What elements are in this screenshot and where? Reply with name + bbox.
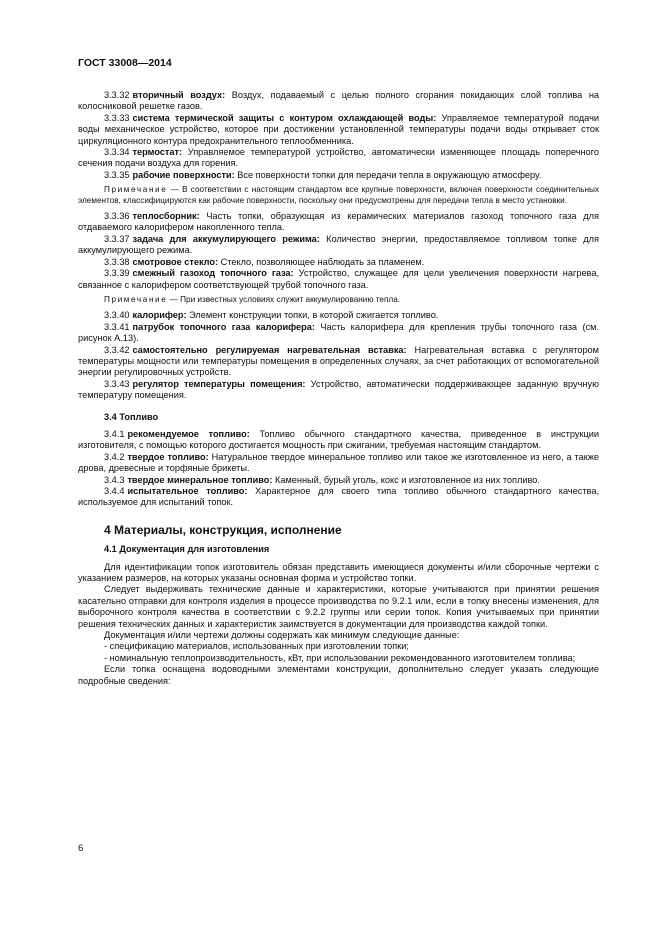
definition-text: Часть топки, образующая из керамических материалов газоход топочного газа для отдаваемого калорифером накопленного тепла.: [78, 211, 599, 233]
definition-item: [78, 345, 599, 379]
defined-term: задача для аккумулирующего режима:: [132, 233, 320, 244]
defined-term: теплосборник:: [132, 211, 200, 222]
definition-text: Каменный, бурый уголь, кокс и изготовленное из них топливо.: [274, 474, 540, 485]
defined-term: самостоятельно регулируемая нагревательная вставка:: [132, 344, 407, 355]
definition-item: [78, 113, 599, 147]
definition-text: Натуральное твердое минеральное топливо или такое же изготовленное из него, а также дрова, древесные и торфяные брикеты.: [78, 451, 599, 474]
section-4-1-heading: 4.1 Документация для изготовления: [104, 544, 270, 555]
definition-item: [78, 170, 599, 181]
definition-item: [78, 310, 599, 321]
definition-item: [78, 475, 599, 486]
definition-text: Характерное для своего типа топливо обычного стандартного качества, используемое для испытаний топок.: [78, 486, 599, 508]
note-label: Примечание: [104, 294, 168, 304]
paragraph: Документация и/или чертежи должны содержать как минимум следующие данные:: [104, 630, 460, 641]
definition-item: [78, 486, 599, 509]
clause-number: 3.3.37: [104, 233, 130, 244]
defined-term: регулятор температуры помещения:: [132, 378, 306, 389]
defined-term: патрубок топочного газа калорифера:: [132, 321, 315, 332]
defined-term: рабочие поверхности:: [132, 169, 235, 180]
defined-term: смежный газоход топочного газа:: [132, 268, 294, 279]
definition-item: [78, 322, 599, 345]
note-1: [78, 185, 599, 206]
clause-number: 3.4.1: [104, 428, 125, 439]
list-item: - спецификацию материалов, использованных при изготовлении топки;: [104, 641, 409, 652]
defined-term: твердое топливо:: [127, 451, 209, 462]
defined-term: система термической защиты с контуром охлаждающей воды:: [132, 112, 437, 123]
paragraph: Следует выдерживать технические данные и характеристики, которые учитываются при принятии решения касательно отправки для контроля изделия в процессе производства по 9.2.1 или, если в топку внесены изменения, для выборочного контроля качества в соответствии с 9.2.2 группы или серии топок. Копия учитываемых при принятии решения технических данных и характеристик заимствуется в документации для производства каждой топки.: [78, 584, 599, 629]
definition-text: Воздух, подаваемый с целью полного сгорания покидающих слой топлива на колосниковой решетке газов.: [78, 90, 599, 112]
definition-text: Устройство, автоматически поддерживающее заданную вручную температуру помещения.: [78, 378, 599, 401]
definition-item: [78, 379, 599, 402]
definition-item: [78, 234, 599, 257]
definition-text: Управляемое температурой устройство, автоматически изменяющее площадь поперечного сечения подачи воздуха для горения.: [78, 147, 599, 169]
definitions-group-2: [78, 211, 599, 291]
clause-number: 3.3.39: [104, 268, 130, 279]
page-number: 6: [78, 843, 84, 854]
definition-item: [78, 257, 599, 268]
definition-item: [78, 90, 599, 113]
defined-term: вторичный воздух:: [132, 90, 226, 100]
clause-number: 3.3.34: [104, 147, 130, 158]
clause-number: 3.3.32: [104, 90, 130, 100]
defined-term: твердое минеральное топливо:: [127, 474, 273, 485]
clause-number: 3.3.42: [104, 344, 130, 355]
list-item: - номинальную теплопроизводительность, кВт, при использовании рекомендованного изготовителем топлива;: [104, 652, 576, 663]
definition-text: Устройство, служащее для цели увеличения поверхности нагрева, связанное с калорифером соответствующей трубой топочного газа.: [78, 268, 600, 290]
definition-text: Стекло, позволяющее наблюдать за пламенем.: [220, 256, 425, 267]
definition-text: Часть калорифера для крепления трубы топочного газа (см. рисунок А.13).: [78, 321, 599, 344]
note-2: [78, 295, 599, 305]
definition-text: Все поверхности топки для передачи тепла в окружающую атмосферу.: [237, 169, 542, 180]
defined-term: испытательное топливо:: [127, 486, 248, 496]
note-text: — При известных условиях служит аккумулированию тепла.: [169, 294, 401, 304]
clause-number: 3.3.35: [104, 169, 130, 180]
definition-item: [78, 429, 599, 452]
clause-number: 3.4.4: [104, 486, 125, 496]
definition-text: Топливо обычного стандартного качества, приведенное в инструкции изготовителя, с помощью которого достигается мощность при сжигании, требуемая настоящим стандартом.: [78, 428, 599, 451]
document-body: [78, 90, 599, 687]
clause-number: 3.4.3: [104, 474, 125, 485]
definition-item: [78, 147, 599, 170]
definitions-group-3: [78, 310, 599, 401]
section-3-4-heading: 3.4 Топливо: [104, 411, 159, 422]
clause-number: 3.3.38: [104, 256, 130, 267]
definition-item: [78, 452, 599, 475]
defined-term: смотровое стекло:: [132, 256, 219, 267]
definition-text: Количество энергии, предоставляемое топливом топке для аккумулирующего режима.: [78, 233, 599, 256]
paragraph: Для идентификации топок изготовитель обязан представить имеющиеся документы и/или сборочные чертежи с указанием размеров, на которых указаны основная форма и устройство топки.: [78, 561, 599, 584]
defined-term: рекомендуемое топливо:: [127, 428, 250, 439]
defined-term: калорифер:: [132, 310, 187, 321]
standard-header: ГОСТ 33008—2014: [78, 57, 172, 69]
definitions-group-1: [78, 90, 599, 181]
note-label: Примечание: [104, 185, 168, 195]
clause-number: 3.3.41: [104, 321, 130, 332]
note-text: — В соответствии с настоящим стандартом все крупные поверхности, включая поверхности соединительных элементов, классифицируются как рабочие поверхности, поскольку они предусмотрены для передачи тепла в место установки.: [78, 185, 599, 205]
definition-item: [78, 268, 599, 291]
definition-text: Нагревательная вставка с регулятором температуры мощности или температуры помещения в определенных случаях, за счет работающих от вспомогательной энергии регулировочных устройств.: [78, 344, 599, 378]
clause-number: 3.4.2: [104, 451, 125, 462]
definition-text: Управляемое температурой подачи воды механическое устройство, которое при достижении установленной температуры подачи воды открывает сток циркуляционного контура предохранительного теплообменника.: [78, 112, 599, 146]
definition-item: [78, 211, 599, 234]
clause-number: 3.3.33: [104, 112, 130, 123]
clause-number: 3.3.43: [104, 378, 130, 389]
definition-text: Элемент конструкции топки, в которой сжигается топливо.: [189, 310, 439, 321]
section-4-heading: 4 Материалы, конструкция, исполнение: [104, 522, 342, 537]
defined-term: термостат:: [132, 147, 183, 158]
clause-number: 3.3.36: [104, 211, 130, 222]
definitions-group-4: [78, 429, 599, 509]
paragraph: Если топка оснащена водоводными элементами конструкции, дополнительно следует указать следующие подробные сведения:: [78, 664, 599, 686]
clause-number: 3.3.40: [104, 310, 130, 321]
